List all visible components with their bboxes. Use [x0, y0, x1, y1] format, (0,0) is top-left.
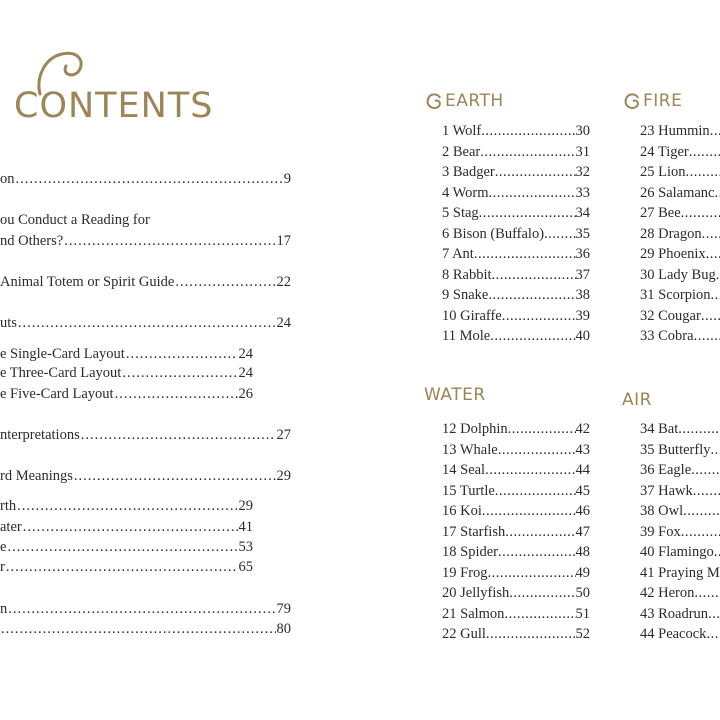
entry-label: 38 Owl — [640, 503, 684, 519]
entry-label: 21 Salmon — [442, 605, 505, 622]
leader-dots — [479, 205, 576, 222]
leader-dots — [492, 267, 576, 284]
toc-row[interactable] — [0, 170, 291, 188]
entry-page: 39 — [575, 307, 590, 324]
toc-page: 22 — [276, 274, 291, 290]
entry-label: 39 Fox — [640, 523, 681, 540]
leader-dots — [710, 123, 720, 140]
leader-dots — [683, 503, 720, 520]
leader-dots — [706, 626, 720, 643]
leader-dots — [489, 185, 576, 202]
entry-label: 13 Whale — [442, 441, 498, 458]
leader-dots — [694, 328, 720, 345]
entry-label: 6 Bison (Buffalo) — [442, 225, 545, 242]
toc-label: nterpretations — [0, 427, 80, 443]
toc-row[interactable] — [0, 273, 291, 291]
leader-dots — [686, 164, 720, 181]
entry-page: 50 — [575, 585, 590, 601]
list-item[interactable] — [442, 164, 590, 185]
leader-dots — [482, 503, 576, 520]
list-item[interactable] — [640, 503, 720, 524]
toc-page: 9 — [283, 171, 291, 187]
leader-dots — [74, 467, 276, 485]
list-item[interactable] — [442, 144, 590, 165]
list-item[interactable] — [640, 144, 720, 165]
leader-dots — [702, 226, 720, 243]
toc-label: e Three-Card Layout — [0, 365, 122, 381]
leader-dots — [708, 606, 720, 623]
toc-page: 80 — [276, 621, 291, 637]
leader-dots — [710, 442, 720, 459]
entry-label: 36 Eagle — [640, 462, 692, 478]
entry-page: 37 — [575, 266, 590, 283]
leader-dots — [689, 144, 720, 161]
entry-label: 1 Wolf — [442, 123, 482, 139]
fire-entries — [640, 123, 720, 349]
section-heading-air — [622, 390, 652, 410]
entry-page: 38 — [575, 287, 590, 303]
list-item[interactable] — [442, 226, 590, 247]
entry-label: 22 Gull — [442, 626, 486, 642]
toc-page: 26 — [238, 386, 253, 402]
entry-label: 43 Roadrun — [640, 605, 709, 622]
air-entries — [640, 421, 720, 647]
toc-page: 41 — [238, 519, 253, 535]
section-title: FIRE — [643, 91, 683, 111]
toc-label: e Five-Card Layout — [0, 386, 114, 402]
entry-label: 35 Butterfly — [640, 441, 711, 458]
entry-label: 23 Hummin — [640, 123, 710, 139]
leader-dots — [115, 385, 238, 403]
list-item[interactable] — [640, 267, 720, 288]
list-item[interactable] — [442, 308, 590, 329]
list-item[interactable] — [640, 606, 720, 627]
list-item[interactable] — [640, 421, 720, 442]
toc-label: rd Meanings — [0, 468, 73, 484]
leader-dots — [122, 364, 237, 382]
list-item[interactable] — [640, 308, 720, 329]
section-title: AIR — [622, 390, 652, 410]
leader-dots — [23, 518, 238, 536]
entry-label: 24 Tiger — [640, 143, 689, 160]
list-item[interactable] — [640, 226, 720, 247]
list-item[interactable] — [442, 421, 590, 442]
list-item[interactable] — [640, 246, 720, 267]
toc-label: r — [0, 559, 5, 575]
entry-page: 32 — [575, 164, 590, 180]
list-item[interactable] — [640, 483, 720, 504]
toc-subrow[interactable] — [0, 345, 253, 363]
toc-label-prefix: ou — [0, 212, 19, 228]
list-item[interactable] — [442, 524, 590, 545]
entry-label: 28 Dragon — [640, 225, 702, 242]
leader-dots — [693, 483, 720, 500]
entry-label: 34 Bat — [640, 421, 679, 437]
toc-subrow[interactable] — [0, 558, 253, 576]
toc-heading — [0, 211, 150, 229]
leader-dots — [485, 462, 575, 479]
toc-label: e Single-Card Layout — [0, 346, 125, 362]
toc-row[interactable] — [0, 314, 291, 332]
entry-label: 25 Lion — [640, 164, 686, 180]
toc-label: nd Others? — [0, 233, 64, 249]
list-item[interactable] — [640, 442, 720, 463]
entry-label: 5 Stag — [442, 205, 479, 221]
leader-dots — [126, 345, 238, 363]
list-item[interactable] — [442, 544, 590, 565]
entry-page: 31 — [575, 143, 590, 160]
toc-page: 53 — [238, 539, 253, 555]
list-item[interactable] — [640, 524, 720, 545]
toc-label: ater — [0, 519, 22, 535]
page-title: CONTENTS — [14, 86, 214, 126]
toc-subrow[interactable] — [0, 364, 253, 382]
leader-dots — [498, 442, 576, 459]
list-item[interactable] — [640, 164, 720, 185]
entry-label: 27 Bee — [640, 205, 681, 221]
entry-page: 46 — [575, 503, 590, 519]
entry-label: 19 Frog — [442, 564, 488, 581]
list-item[interactable] — [442, 626, 590, 647]
toc-page: 29 — [238, 498, 253, 514]
entry-label: 7 Ant — [442, 246, 474, 262]
list-item[interactable] — [442, 205, 590, 226]
entry-label: 26 Salamanc — [640, 184, 715, 201]
list-item[interactable] — [442, 585, 590, 606]
toc-row[interactable] — [0, 232, 291, 250]
leader-dots — [481, 123, 575, 140]
earth-entries — [442, 123, 590, 349]
leader-dots — [716, 267, 720, 284]
entry-label: 16 Koi — [442, 503, 482, 519]
leader-dots — [495, 483, 576, 500]
water-entries — [442, 421, 590, 647]
toc-page: 17 — [276, 233, 291, 249]
toc-row[interactable] — [0, 600, 291, 618]
leader-dots — [691, 462, 720, 479]
entry-label: 2 Bear — [442, 143, 481, 160]
leader-dots — [502, 308, 576, 325]
leader-dots — [18, 314, 276, 332]
entry-label: 9 Snake — [442, 287, 489, 303]
entry-label: 42 Heron — [640, 585, 695, 601]
leader-dots — [1, 620, 276, 638]
leader-dots — [544, 226, 575, 243]
leader-dots — [175, 273, 275, 291]
toc-label: e — [0, 539, 7, 555]
toc-page: 24 — [238, 346, 253, 362]
leader-dots — [7, 538, 237, 556]
leader-dots — [715, 185, 720, 202]
entry-label: 31 Scorpion — [640, 287, 711, 303]
toc-page: 27 — [276, 427, 291, 443]
entry-label: 18 Spider — [442, 544, 498, 560]
toc-row[interactable] — [0, 426, 291, 444]
leader-dots — [710, 287, 720, 304]
entry-label: 30 Lady Bug — [640, 266, 716, 283]
list-item[interactable] — [640, 185, 720, 206]
toc-page: 29 — [276, 468, 291, 484]
leader-dots — [701, 308, 720, 325]
toc-subrow[interactable] — [0, 497, 253, 515]
entry-page: 35 — [575, 225, 590, 242]
leader-dots — [6, 558, 238, 576]
toc-page: 24 — [276, 315, 291, 331]
swirl-icon — [622, 90, 642, 112]
list-item[interactable] — [640, 287, 720, 308]
leader-dots — [8, 600, 275, 618]
list-item[interactable] — [442, 185, 590, 206]
list-item[interactable] — [640, 123, 720, 144]
entry-page: 43 — [575, 441, 590, 458]
entry-label: 3 Badger — [442, 164, 495, 180]
section-title: WATER — [424, 385, 486, 405]
toc-label: rth — [0, 498, 17, 514]
leader-dots — [678, 421, 720, 438]
entry-page: 48 — [575, 544, 590, 560]
toc-page: 24 — [238, 365, 253, 381]
list-item[interactable] — [640, 205, 720, 226]
leader-dots — [694, 585, 720, 602]
list-item[interactable] — [442, 123, 590, 144]
list-item[interactable] — [640, 544, 720, 565]
entry-label: 29 Phoenix — [640, 246, 706, 262]
list-item[interactable] — [442, 267, 590, 288]
entry-label: 20 Jellyfish — [442, 585, 510, 601]
entry-page: 45 — [575, 482, 590, 499]
toc-label: Conduct a Reading for — [18, 212, 150, 228]
list-item[interactable] — [442, 328, 590, 349]
leader-dots — [486, 626, 576, 643]
toc-subrow[interactable] — [0, 538, 253, 556]
entry-label: 10 Giraffe — [442, 307, 502, 324]
swirl-icon — [424, 90, 444, 112]
entry-label: 37 Hawk — [640, 482, 693, 499]
leader-dots — [16, 170, 283, 188]
leader-dots — [706, 246, 720, 263]
entry-page: 49 — [575, 564, 590, 581]
entry-label: 17 Starfish — [442, 523, 506, 540]
entry-page: 51 — [575, 605, 590, 622]
list-item[interactable] — [442, 565, 590, 586]
leader-dots — [81, 426, 276, 444]
toc-label: n — [0, 601, 8, 617]
list-item[interactable] — [442, 287, 590, 308]
list-item[interactable] — [442, 462, 590, 483]
list-item[interactable] — [640, 626, 720, 647]
toc-subrow[interactable] — [0, 518, 253, 536]
toc-page: 79 — [276, 601, 291, 617]
entry-label: 33 Cobra — [640, 328, 694, 344]
toc-label: on — [0, 171, 15, 187]
entry-page: 52 — [575, 626, 590, 642]
leader-dots — [498, 544, 576, 561]
list-item[interactable] — [442, 483, 590, 504]
list-item[interactable] — [442, 606, 590, 627]
leader-dots — [505, 524, 575, 541]
list-item[interactable] — [640, 328, 720, 349]
entry-page: 40 — [575, 328, 590, 344]
leader-dots — [714, 544, 720, 561]
leader-dots — [681, 524, 720, 541]
entry-label: 14 Seal — [442, 462, 486, 478]
entry-page: 30 — [575, 123, 590, 139]
list-item[interactable] — [442, 442, 590, 463]
entry-label: 32 Cougar — [640, 307, 701, 324]
list-item[interactable] — [640, 565, 720, 586]
leader-dots — [17, 497, 237, 515]
list-item[interactable] — [640, 462, 720, 483]
list-item[interactable] — [640, 585, 720, 606]
leader-dots — [509, 585, 575, 602]
entry-label: 40 Flamingo — [640, 544, 714, 560]
leader-dots — [681, 205, 720, 222]
toc-label: Animal Totem or Spirit Guide — [0, 274, 175, 290]
leader-dots — [504, 606, 575, 623]
entry-page: 33 — [575, 184, 590, 201]
leader-dots — [508, 421, 576, 438]
leader-dots — [490, 328, 575, 345]
entry-label: 4 Worm — [442, 184, 489, 201]
entry-page: 44 — [575, 462, 590, 478]
leader-dots — [488, 287, 575, 304]
leader-dots — [488, 565, 576, 582]
toc-label: uts — [0, 315, 17, 331]
list-item[interactable] — [442, 246, 590, 267]
entry-page: 47 — [575, 523, 590, 540]
entry-page: 34 — [575, 205, 590, 221]
toc-row[interactable] — [0, 620, 291, 638]
entry-label: 44 Peacock — [640, 626, 707, 642]
toc-row[interactable] — [0, 467, 291, 485]
section-title: EARTH — [445, 91, 504, 111]
toc-subrow[interactable] — [0, 385, 253, 403]
entry-label: 41 Praying M — [640, 564, 720, 581]
leader-dots — [474, 246, 576, 263]
entry-page: 42 — [575, 421, 590, 437]
section-heading-earth — [424, 90, 504, 112]
entry-label: 11 Mole — [442, 328, 491, 344]
section-heading-fire — [622, 90, 682, 112]
toc-page: 65 — [238, 559, 253, 575]
list-item[interactable] — [442, 503, 590, 524]
section-heading-water — [424, 385, 486, 405]
entry-label: 8 Rabbit — [442, 266, 492, 283]
entry-label: 15 Turtle — [442, 482, 495, 499]
leader-dots — [480, 144, 575, 161]
entry-label: 12 Dolphin — [442, 421, 508, 437]
entry-page: 36 — [575, 246, 590, 262]
leader-dots — [64, 232, 275, 250]
leader-dots — [495, 164, 576, 181]
